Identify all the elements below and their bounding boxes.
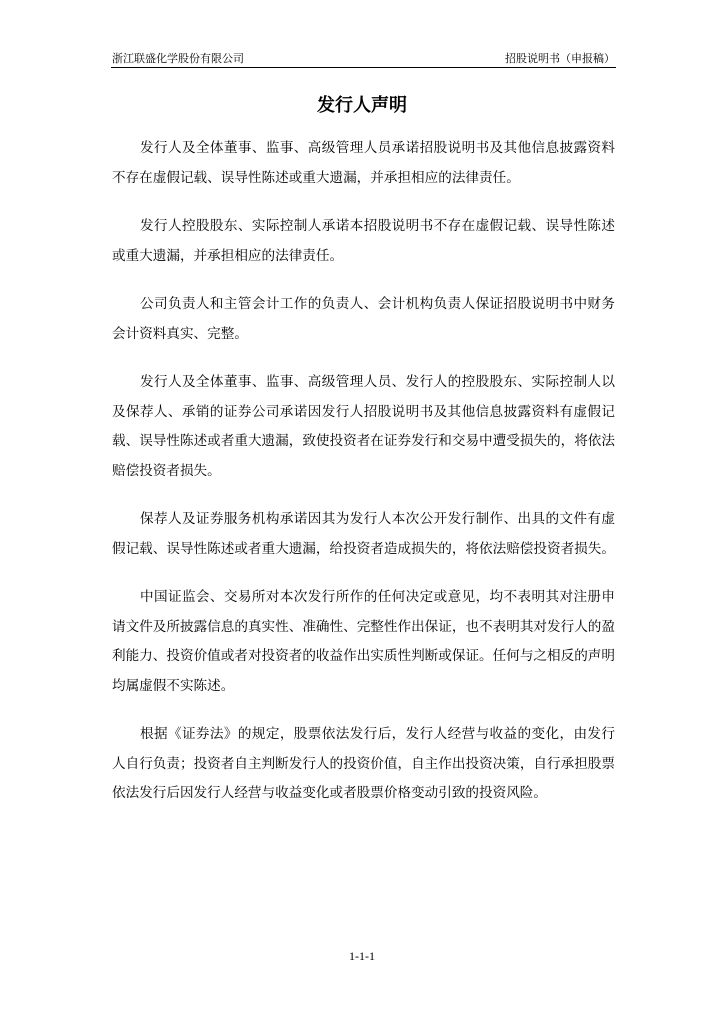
header-company-name: 浙江联盛化学股份有限公司 xyxy=(112,52,244,65)
page-number: 1-1-1 xyxy=(349,949,375,963)
page-header xyxy=(112,52,615,68)
paragraph-1: 发行人及全体董事、监事、高级管理人员承诺招股说明书及其他信息披露资料不存在虚假记载、误导性陈述或重大遗漏，并承担相应的法律责任。 xyxy=(112,140,615,186)
paragraph-3: 公司负责人和主管会计工作的负责人、会计机构负责人保证招股说明书中财务会计资料真实、完整。 xyxy=(112,296,615,342)
header-divider xyxy=(111,67,616,68)
declaration-body xyxy=(112,134,615,828)
paragraph-7: 根据《证券法》的规定，股票依法发行后，发行人经营与收益的变化，由发行人自行负责；投资者自主判断发行人的投资价值，自主作出投资决策，自行承担股票依法发行后因发行人经营与收益变化或者股票价格变动引致的投资风险。 xyxy=(112,726,615,801)
paragraph-5: 保荐人及证券服务机构承诺因其为发行人本次公开发行制作、出具的文件有虚假记载、误导性陈述或者重大遗漏，给投资者造成损失的，将依法赔偿投资者损失。 xyxy=(112,511,615,557)
paragraph-4: 发行人及全体董事、监事、高级管理人员、发行人的控股股东、实际控制人以及保荐人、承销的证券公司承诺因发行人招股说明书及其他信息披露资料有虚假记载、误导性陈述或者重大遗漏，致使投资者在证券发行和交易中遭受损失的，将依法赔偿投资者损失。 xyxy=(112,374,615,479)
paragraph-6: 中国证监会、交易所对本次发行所作的任何决定或意见，均不表明其对注册申请文件及所披露信息的真实性、准确性、完整性作出保证，也不表明其对发行人的盈利能力、投资价值或者对投资者的收益作出实质性判断或保证。任何与之相反的声明均属虚假不实陈述。 xyxy=(112,589,615,694)
page-title: 发行人声明 xyxy=(317,95,407,116)
paragraph-2: 发行人控股股东、实际控制人承诺本招股说明书不存在虚假记载、误导性陈述或重大遗漏，并承担相应的法律责任。 xyxy=(112,218,615,264)
header-document-title: 招股说明书（申报稿） xyxy=(505,52,615,65)
